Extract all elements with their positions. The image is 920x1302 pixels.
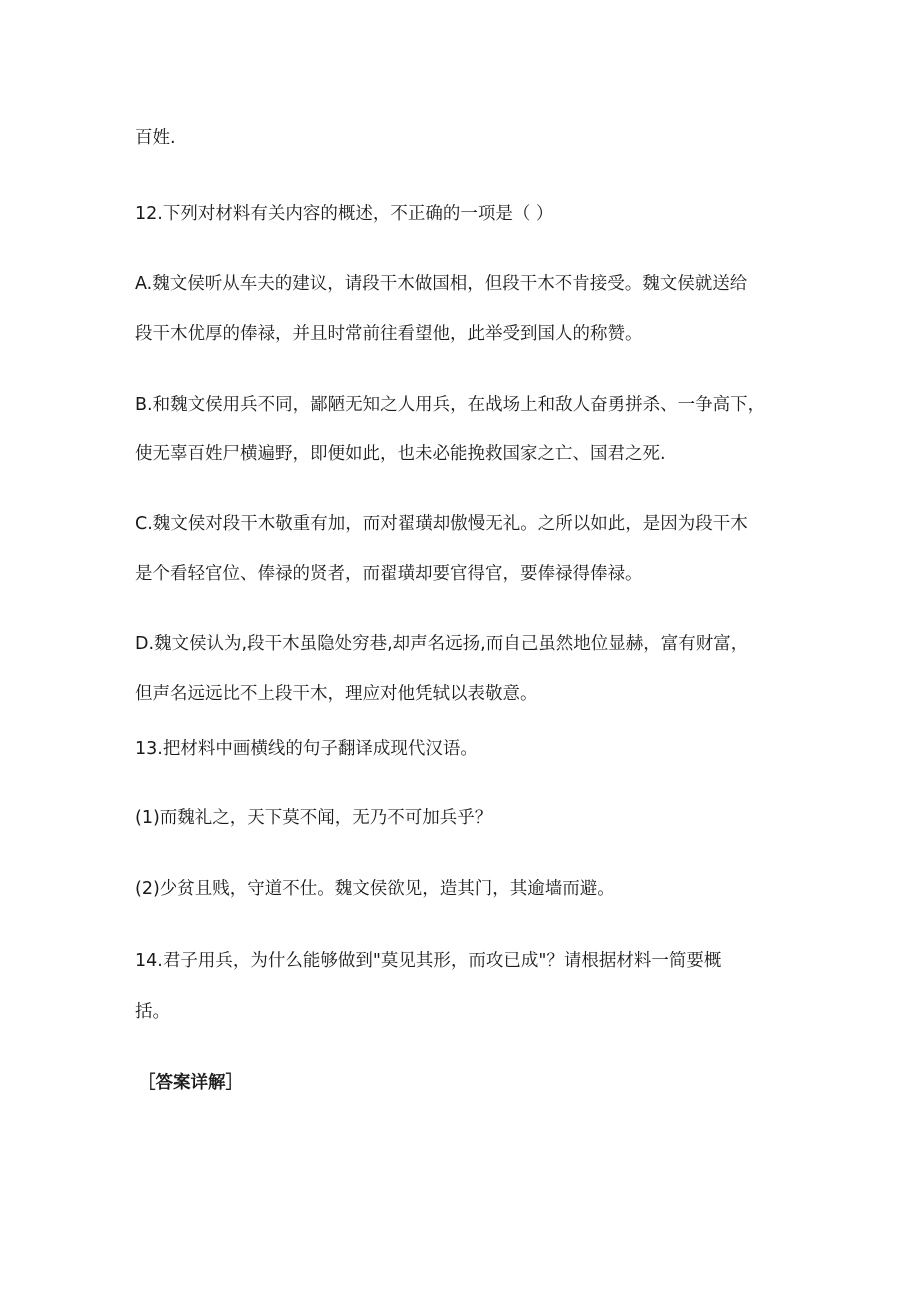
question-14-line-1: 14.君子用兵，为什么能够做到"莫见其形，而攻已成"？请根据材料一简要概 bbox=[135, 951, 722, 971]
option-c-line-2: 是个看轻官位、俸禄的贤者，而翟璜却要官得官，要俸禄得俸禄。 bbox=[135, 564, 643, 584]
option-c-line-1: C.魏文侯对段干木敬重有加，而对翟璜却傲慢无礼。之所以如此，是因为段干木 bbox=[135, 514, 748, 534]
question-13-stem: 13.把材料中画横线的句子翻译成现代汉语。 bbox=[135, 739, 478, 759]
question-14-line-2: 括。 bbox=[135, 1002, 170, 1022]
option-d-line-1: D.魏文侯认为,段干木虽隐处穷巷,却声名远扬,而自己虽然地位显赫，富有财富， bbox=[135, 634, 749, 654]
question-12-stem: 12.下列对材料有关内容的概述，不正确的一项是（ ） bbox=[135, 204, 554, 224]
answer-details-header: ［答案详解］ bbox=[138, 1073, 243, 1093]
option-a-line-1: A.魏文侯听从车夫的建议，请段干木做国相，但段干木不肯接受。魏文侯就送给 bbox=[135, 274, 748, 294]
intro-tail-text: 百姓. bbox=[135, 128, 176, 148]
question-13-item-1: (1)而魏礼之，天下莫不闻，无乃不可加兵乎？ bbox=[135, 808, 493, 828]
option-b-line-1: B.和魏文侯用兵不同，鄙陋无知之人用兵，在战场上和敌人奋勇拼杀、一争高下， bbox=[135, 395, 766, 415]
option-b-line-2: 使无辜百姓尸横遍野，即便如此，也未必能挽救国家之亡、国君之死. bbox=[135, 444, 666, 464]
question-13-item-2: (2)少贫且贱，守道不仕。魏文侯欲见，造其门，其逾墙而避。 bbox=[135, 879, 615, 899]
option-d-line-2: 但声名远远比不上段干木，理应对他凭轼以表敬意。 bbox=[135, 684, 538, 704]
option-a-line-2: 段干木优厚的俸禄，并且时常前往看望他，此举受到国人的称赞。 bbox=[135, 324, 643, 344]
